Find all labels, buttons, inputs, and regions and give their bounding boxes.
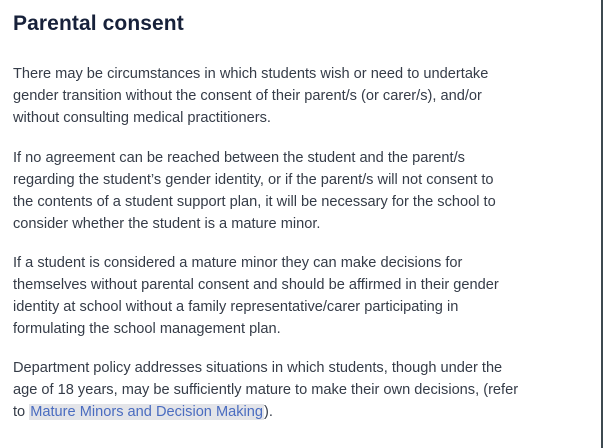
link-prefix-text: to <box>13 404 30 420</box>
text-line: Department policy addresses situations in which students, though under the <box>13 360 503 376</box>
link-suffix-text: ). <box>264 404 273 420</box>
text-line: If a student is considered a mature minor they can make decisions for <box>13 255 463 271</box>
text-line: consider whether the student is a mature minor. <box>13 216 321 232</box>
text-line: gender transition without the consent of their parent/s (or carer/s), and/or <box>13 88 482 104</box>
text-line: formulating the school management plan. <box>13 321 281 337</box>
section-heading: Parental consent <box>13 12 184 35</box>
mature-minors-decision-making-link[interactable]: Mature Minors and Decision Making <box>30 404 264 420</box>
paragraph-parental-consent-intro <box>13 63 593 129</box>
text-line: regarding the student’s gender identity, or if the parent/s will not consent to <box>13 172 494 188</box>
paragraph-department-policy <box>13 357 593 423</box>
paragraph-mature-minor <box>13 252 593 340</box>
text-line: without consulting medical practitioners. <box>13 110 271 126</box>
text-line-with-link <box>13 401 593 423</box>
text-line: If no agreement can be reached between the student and the parent/s <box>13 150 465 166</box>
text-line: age of 18 years, may be sufficiently mature to make their own decisions, (refer <box>13 382 519 398</box>
text-line: There may be circumstances in which students wish or need to undertake <box>13 66 489 82</box>
text-line: identity at school without a family representative/carer participating in <box>13 299 459 315</box>
text-line: the contents of a student support plan, it will be necessary for the school to <box>13 194 496 210</box>
text-line: themselves without parental consent and should be affirmed in their gender <box>13 277 499 293</box>
paragraph-no-agreement <box>13 147 593 235</box>
